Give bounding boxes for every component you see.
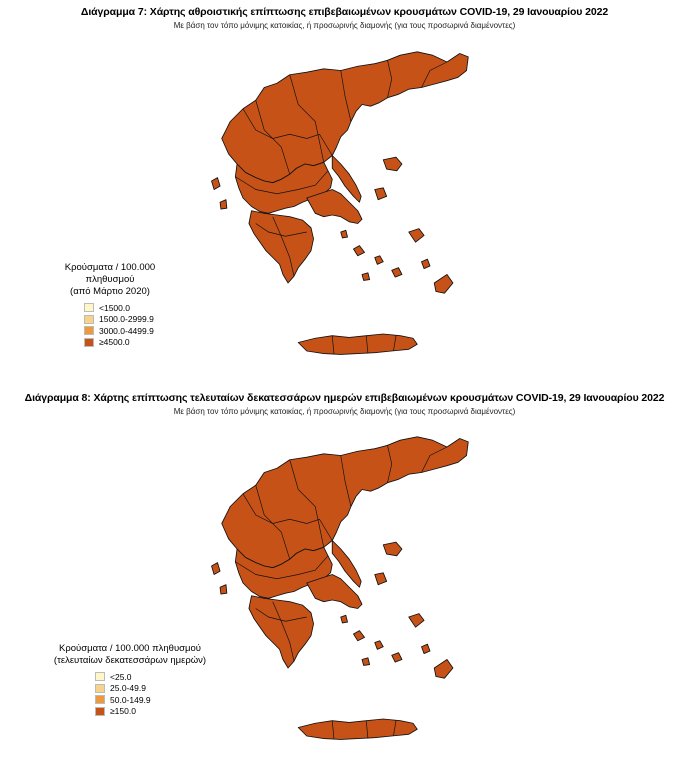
legend-swatch [84, 315, 94, 324]
legend-title: Κρούσματα / 100.000 πληθυσμού (από Μάρτιο 2020) [64, 262, 156, 297]
legend-swatch [95, 684, 105, 693]
legend-items [84, 302, 180, 348]
legend-item: 50.0-149.9 [95, 694, 220, 706]
legend-items [95, 671, 220, 717]
legend-title: Κρούσματα / 100.000 πληθυσμού (τελευταίων δεκατεσσάρων ημερών) [53, 643, 207, 666]
greece-map [180, 413, 510, 753]
legend-swatch [95, 672, 105, 681]
legend-item: ≥4500.0 [84, 337, 180, 349]
legend-swatch [95, 707, 105, 716]
legend-item: ≥150.0 [95, 706, 220, 718]
panel-title: Διάγραμμα 8: Χάρτης επίπτωσης τελευταίων δεκατεσσάρων ημερών επιβεβαιωμένων κρουσμάτων COVID-19, 29 Ιανουαρίου 2022 [24, 392, 665, 404]
legend-item: <1500.0 [84, 302, 180, 314]
legend-item: 25.0-49.9 [95, 683, 220, 695]
legend-swatch [84, 303, 94, 312]
legend-swatch [95, 695, 105, 704]
greece-map [180, 28, 510, 368]
panel-title: Διάγραμμα 7: Χάρτης αθροιστικής επίπτωσης επιβεβαιωμένων κρουσμάτων COVID-19, 29 Ιανουαρίου 2022 [80, 6, 609, 18]
map-legend [40, 262, 180, 348]
legend-swatch [84, 338, 94, 347]
map-legend [40, 643, 220, 717]
panel-subtitle: Με βάση τον τόπο μόνιμης κατοικίας, ή προσωρινής διαμονής (για τους προσωρινά διαμένοντες) [173, 407, 516, 416]
legend-item: 1500.0-2999.9 [84, 314, 180, 326]
legend-swatch [84, 326, 94, 335]
panel-subtitle: Με βάση τον τόπο μόνιμης κατοικίας, ή προσωρινής διαμονής (για τους προσωρινά διαμένοντες) [173, 21, 516, 30]
legend-item: <25.0 [95, 671, 220, 683]
legend-item: 3000.0-4499.9 [84, 325, 180, 337]
